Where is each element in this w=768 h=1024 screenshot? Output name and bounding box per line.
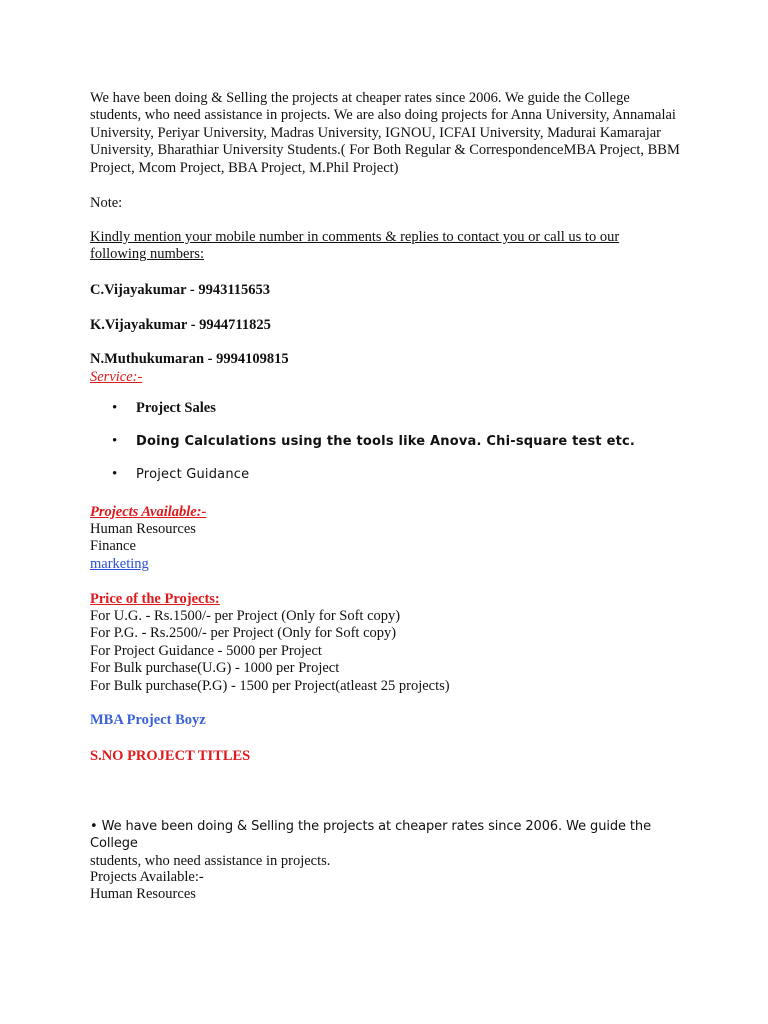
sno-heading: S.NO PROJECT TITLES	[90, 748, 251, 764]
list-item	[110, 433, 635, 466]
project-item-hr-repeat: Human Resources	[90, 886, 196, 903]
price-item: For Bulk purchase(U.G) - 1000 per Project	[90, 660, 340, 677]
brand-name: MBA Project Boyz	[90, 712, 206, 728]
list-item	[110, 466, 635, 499]
price-item: For Bulk purchase(P.G) - 1500 per Project(atleast 25 projects)	[90, 677, 450, 694]
services-list	[110, 400, 635, 499]
projects-heading-repeat: Projects Available:-	[90, 869, 204, 885]
projects-available-repeat	[90, 869, 690, 904]
project-link-marketing[interactable]: marketing	[90, 555, 149, 572]
project-item-hr: Human Resources	[90, 521, 196, 537]
list-item	[110, 400, 635, 433]
summary-paragraph	[90, 818, 680, 870]
service-item-sales: Project Sales	[136, 400, 216, 416]
note-label: Note:	[90, 195, 123, 211]
contact-1: C.Vijayakumar - 9943115653	[90, 282, 271, 298]
service-heading: Service:-	[90, 369, 143, 385]
contact-3: N.Muthukumaran - 9994109815	[90, 351, 289, 367]
summary-line-2: students, who need assistance in projects.	[90, 852, 331, 869]
price-list	[90, 608, 690, 695]
projects-list	[90, 521, 690, 573]
price-item: For Project Guidance - 5000 per Project	[90, 642, 322, 659]
service-item-guidance: Project Guidance	[136, 467, 250, 482]
contact-2: K.Vijayakumar - 9944711825	[90, 317, 271, 333]
summary-line-1: • We have been doing & Selling the projects at cheaper rates since 2006. We guide the College	[90, 819, 651, 852]
service-item-calculations: Doing Calculations using the tools like Anova. Chi-square test etc.	[136, 434, 636, 449]
intro-paragraph: We have been doing & Selling the projects at cheaper rates since 2006. We guide the College students, who need assistance in projects. We are also doing projects for Anna University, Annamalai University, Periyar University, Madras University, IGNOU, ICFAI University, Madurai Kamarajar University, Bharathiar University Students.( For Both Regular & CorrespondenceMBA Project, BBM Project, Mcom Project, BBA Project, M.Phil Project)	[90, 90, 680, 176]
price-item: For U.G. - Rs.1500/- per Project (Only for Soft copy)	[90, 608, 401, 624]
projects-heading: Projects Available:-	[90, 504, 207, 520]
price-item: For P.G. - Rs.2500/- per Project (Only for Soft copy)	[90, 625, 397, 642]
project-item-finance: Finance	[90, 538, 136, 555]
contact-instructions: Kindly mention your mobile number in comments & replies to contact you or call us to our following numbers:	[90, 229, 620, 263]
price-heading: Price of the Projects:	[90, 591, 220, 607]
